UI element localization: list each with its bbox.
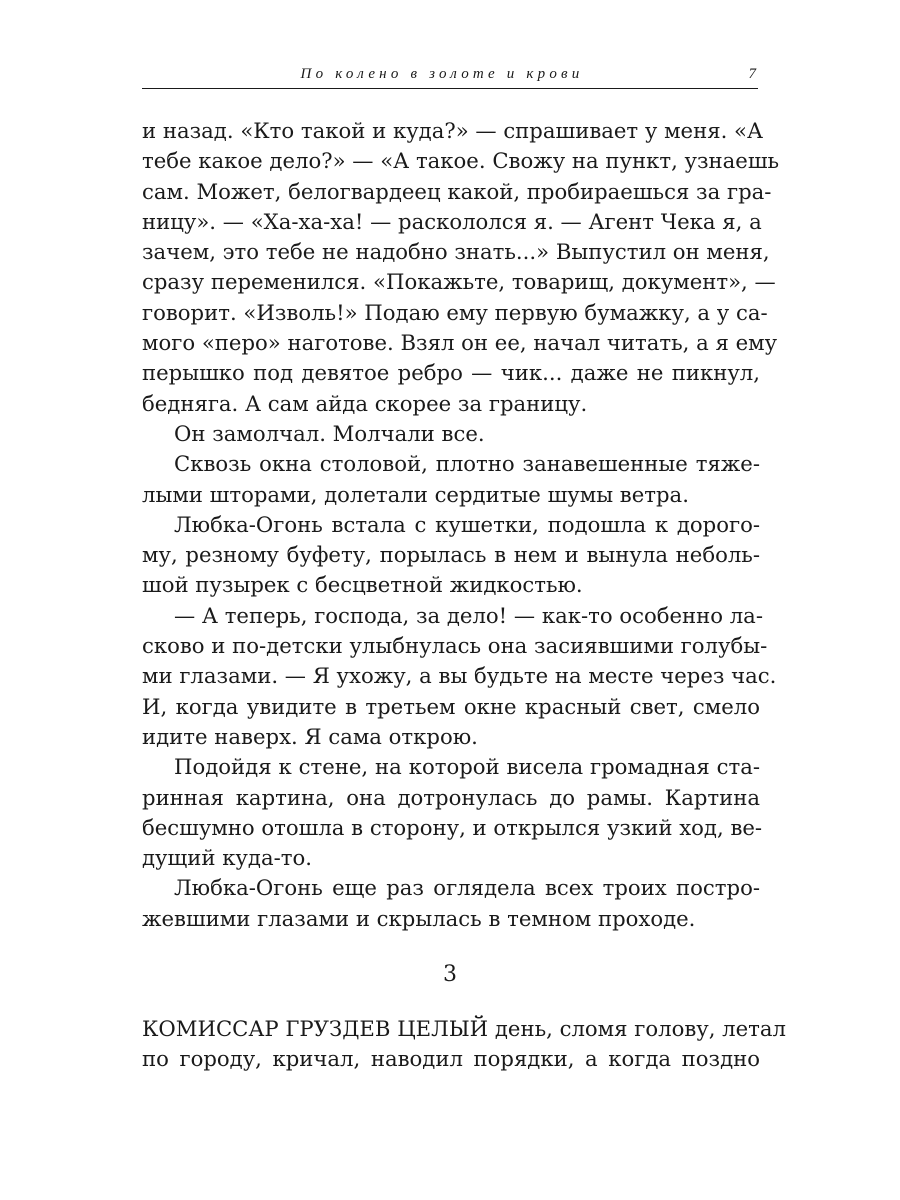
text-line: Любка-Огонь еще раз оглядела всех троих постро- [174, 875, 760, 901]
text-line: зачем, это тебе не надобно знать...» Выпустил он меня, [142, 239, 770, 265]
text-line: мого «перо» наготове. Взял он ее, начал читать, а я ему [142, 330, 778, 356]
text-line: лыми шторами, долетали сердитые шумы ветра. [142, 481, 689, 507]
text-line: по городу, кричал, наводил порядки, а когда поздно [142, 1046, 760, 1072]
text-line: сково и по-детски улыбнулась она засиявшими голубы- [142, 633, 768, 659]
text-line: ницу». — «Ха-ха-ха! — раскололся я. — Агент Чека я, а [142, 208, 762, 234]
text-line: Он замолчал. Молчали все. [174, 420, 485, 446]
chapter-number: 3 [443, 962, 457, 987]
text-line: бесшумно отошла в сторону, и открылся узкий ход, ве- [142, 814, 763, 840]
text-line: Подойдя к стене, на которой висела громадная ста- [174, 754, 760, 780]
page-number: 7 [748, 66, 756, 82]
text-line: Любка-Огонь встала с кушетки, подошла к дорого- [174, 511, 760, 537]
text-line: сам. Может, белогвардеец какой, пробираешься за гра- [142, 178, 772, 204]
text-line: И, когда увидите в третьем окне красный свет, смело [142, 693, 760, 719]
text-line: перышко под девятое ребро — чик... даже не пикнул, [142, 360, 760, 386]
chapter-lead-caps: КОМИССАР ГРУЗДЕВ ЦЕЛЫЙ [142, 1016, 489, 1041]
text-line: тебе какое дело?» — «А такое. Свожу на пункт, узнаешь [142, 148, 780, 174]
chapter-first-line [142, 1014, 786, 1044]
text-line: Сквозь окна столовой, плотно занавешенные тяже- [174, 451, 760, 477]
chapter-line-rest: день, сломя голову, летал [488, 1016, 786, 1041]
running-title: По колено в золоте и крови [300, 66, 584, 82]
body-text [142, 116, 780, 934]
text-line: говорит. «Изволь!» Подаю ему первую бумажку, а у са- [142, 299, 768, 325]
text-line: шой пузырек с бесцветной жидкостью. [142, 572, 583, 598]
text-line: дущий куда-то. [142, 845, 312, 871]
text-line: му, резному буфету, порылась в нем и вынула неболь- [142, 542, 760, 568]
text-line: ринная картина, она дотронулась до рамы. Картина [142, 784, 760, 810]
text-line: сразу переменился. «Покажьте, товарищ, документ», — [142, 269, 776, 295]
text-line: — А теперь, господа, за дело! — как-то особенно ла- [174, 602, 763, 628]
text-line: идите наверх. Я сама открою. [142, 723, 478, 749]
running-header [142, 62, 758, 89]
text-line: ми глазами. — Я ухожу, а вы будьте на месте через час. [142, 663, 777, 689]
text-line: жевшими глазами и скрылась в темном проходе. [142, 905, 696, 931]
chapter-opening [142, 1014, 786, 1075]
text-line: бедняга. А сам айда скорее за границу. [142, 390, 588, 416]
text-line: и назад. «Кто такой и куда?» — спрашивает у меня. «А [142, 118, 764, 143]
